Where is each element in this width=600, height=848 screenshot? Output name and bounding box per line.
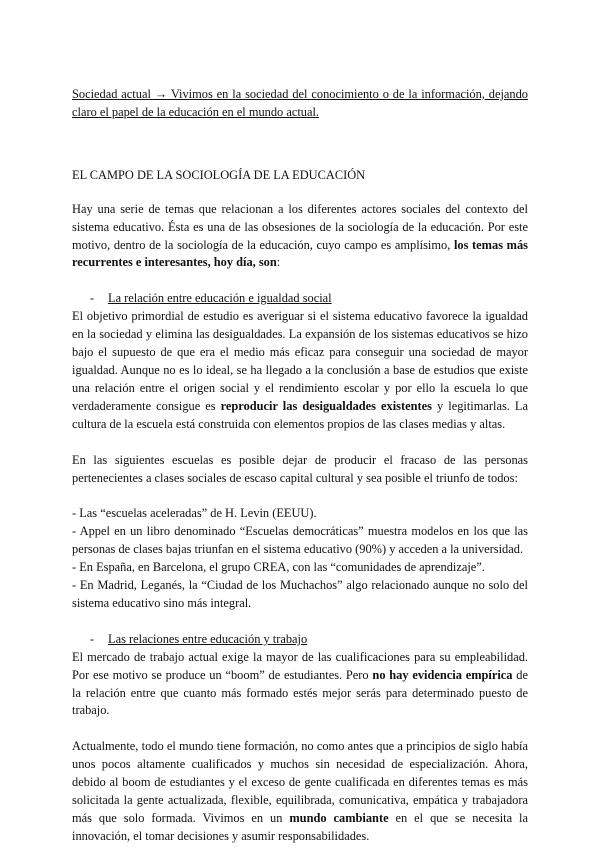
list-item: - En España, en Barcelona, el grupo CREA, con las “comunidades de aprendizaje”.: [72, 560, 485, 575]
section1-title: [72, 290, 528, 308]
section1-paragraph-a-bold: reproducir las desigualdades existentes: [220, 398, 432, 413]
section2-paragraph-a-text: El mercado de trabajo actual exige la mayor de las cualificaciones para su empleabilidad. Por ese motivo se produce un “boom” de estudiantes. Pero: [72, 649, 528, 682]
bullet-dash: -: [90, 631, 95, 646]
section2-paragraph-b-text: Actualmente, todo el mundo tiene formación, no como antes que a principios de siglo había unos pocos altamente cualificados y muchos sin necesidad de especialización. Ahora, debido al boom de estudiantes y el exceso de gente cualificada en diferentes temas es más solicitada la gente actualizada, flexible, equilibrada, comunicativa, empática y trabajadora más que solo formada. Vivimos en un: [72, 739, 528, 825]
list-item: - Las “escuelas aceleradas” de H. Levin (EEUU).: [72, 506, 317, 521]
list-item: - En Madrid, Leganés, la “Ciudad de los Muchachos” algo relacionado aunque no solo del sistema educativo sino más integral.: [72, 578, 528, 610]
list-item: - Appel en un libro denominado “Escuelas democráticas” muestra modelos en los que las personas de clases bajas triunfan en el sistema educativo (90%) y acceden a la universidad.: [72, 524, 528, 557]
document-page: [72, 86, 528, 846]
section1-paragraph-a: [72, 308, 528, 433]
section1-paragraph-a-text: El objetivo primordial de estudio es averiguar si el sistema educativo favorece la igualdad en la sociedad y elimina las desigualdades. La expansión de los sistemas educativos se hizo bajo el supuesto de que era el medio más eficaz para conseguir una sociedad de mayor igualdad. Aunque no es lo ideal, se ha llegado a la conclusión a base de estudios que existe una relación entre el origen social y el rendimiento escolar y por ello la escuela lo que verdaderamente consigue es: [72, 309, 528, 413]
section2-title-text: Las relaciones entre educación y trabajo: [108, 631, 308, 646]
section2-paragraph-a-end: de la relación entre que cuanto más formado estés mejor serás para determinado puesto de trabajo.: [72, 667, 528, 718]
bullet-dash: -: [90, 291, 95, 306]
section2-title: [72, 631, 528, 649]
section-heading: EL CAMPO DE LA SOCIOLOGÍA DE LA EDUCACIÓN: [72, 167, 366, 182]
intro-paragraph-text: Hay una serie de temas que relacionan a los diferentes actores sociales del contexto del sistema educativo. Ésta es una de las obsesiones de la sociología de la educación. Por este motivo, dentro de la sociología de la educación, cuyo campo es amplísimo,: [72, 201, 528, 252]
section2-paragraph-a-bold: no hay evidencia empírica: [372, 667, 513, 682]
section1-title-text: La relación entre educación e igualdad social: [108, 291, 332, 306]
section2-paragraph-b-end: en el que se necesita la innovación, el tomar decisiones y asumir responsabilidades.: [72, 811, 528, 843]
intro-paragraph-end: :: [276, 255, 281, 270]
intro-paragraph-bold: los temas más recurrentes e interesantes, hoy día, son: [72, 237, 529, 270]
section1-paragraph-a-end: y legitimarlas. La cultura de la escuela está construida con elementos propios de las clases medias y altas.: [72, 398, 528, 431]
schools-list: [72, 505, 528, 612]
intro-line: Sociedad actual → Vivimos en la sociedad del conocimiento o de la información, dejando claro el papel de la educación en el mundo actual.: [72, 87, 528, 119]
section1-paragraph-b: En las siguientes escuelas es posible dejar de producir el fracaso de las personas pertenecientes a clases sociales de escaso capital cultural y sea posible el triunfo de todos:: [72, 452, 528, 485]
section2-paragraph-a: [72, 649, 528, 721]
section2-paragraph-b: [72, 738, 528, 845]
intro-paragraph: [72, 201, 528, 273]
section2-paragraph-b-bold: mundo cambiante: [289, 811, 389, 825]
